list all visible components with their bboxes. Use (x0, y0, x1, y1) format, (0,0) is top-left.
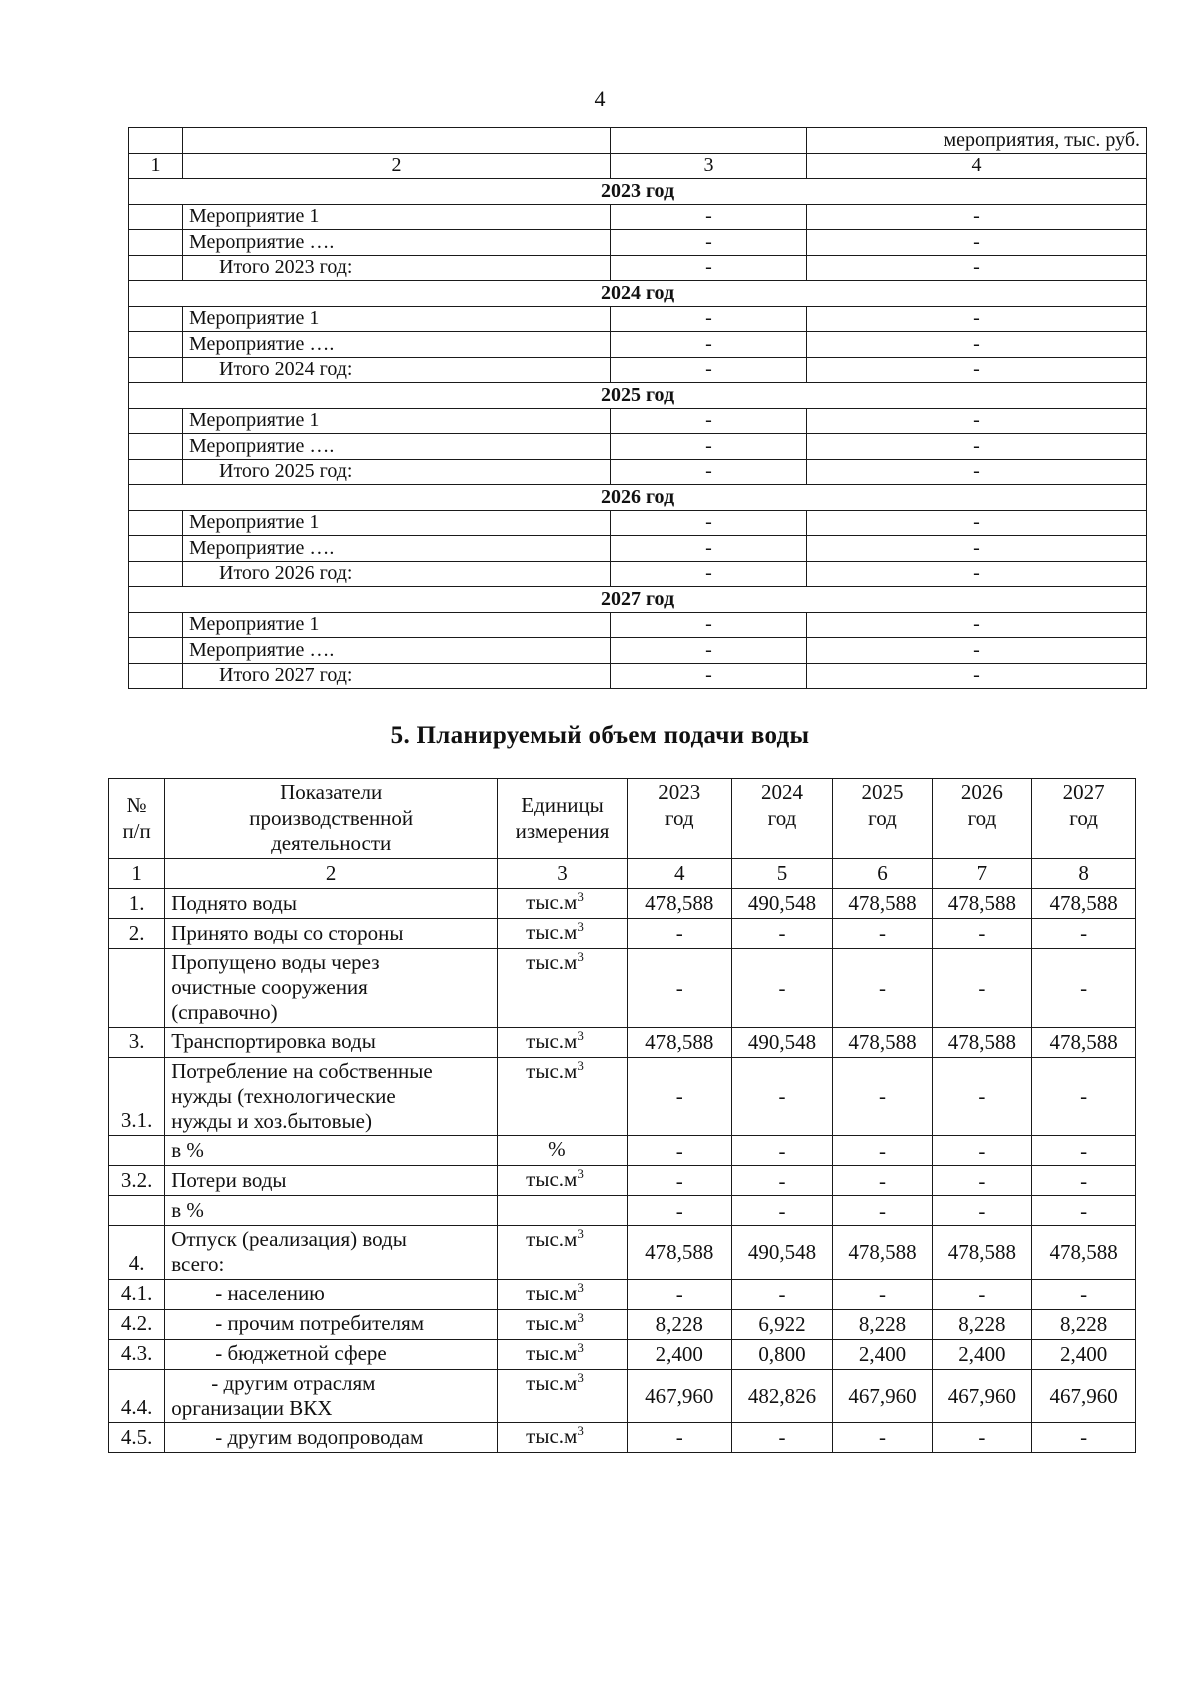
unit-cell (498, 949, 628, 1028)
year-row (129, 281, 1147, 307)
event-row (129, 638, 1147, 664)
row-number: 4. (109, 1226, 165, 1279)
water-row (109, 1279, 1136, 1309)
year-value: 6,922 (731, 1309, 833, 1339)
year-value: 2,400 (833, 1339, 932, 1369)
event-name: Мероприятие …. (183, 638, 611, 664)
year-value: - (932, 1196, 1031, 1226)
event-row (129, 510, 1147, 536)
year-value: 2,400 (932, 1339, 1031, 1369)
col-number: 3 (611, 153, 807, 179)
unit-exponent: 3 (577, 949, 584, 964)
year-value: 478,588 (627, 1027, 731, 1057)
year-value: - (1032, 1136, 1136, 1166)
year-value: - (731, 1057, 833, 1136)
year-value: 478,588 (932, 889, 1031, 919)
event-value: - (611, 561, 807, 587)
year-row (129, 179, 1147, 205)
year-value: - (627, 1279, 731, 1309)
unit-cell (498, 1057, 628, 1136)
year-value: - (932, 1166, 1031, 1196)
event-row (129, 663, 1147, 689)
event-cost: - (807, 230, 1147, 256)
year-value: - (833, 1279, 932, 1309)
year-value: 478,588 (1032, 1226, 1136, 1279)
year-value: - (932, 919, 1031, 949)
events-colnum-row (129, 153, 1147, 179)
event-cost: - (807, 332, 1147, 358)
event-name: Итого 2023 год: (183, 255, 611, 281)
event-cost: - (807, 663, 1147, 689)
indicator-name: - прочим потребителям (165, 1309, 498, 1339)
year-value: - (731, 1422, 833, 1452)
year-value: 478,588 (627, 1226, 731, 1279)
event-value: - (611, 536, 807, 562)
col-number: 2 (183, 153, 611, 179)
year-value: - (833, 1136, 932, 1166)
event-row (129, 561, 1147, 587)
year-heading: 2025 год (129, 383, 1147, 409)
event-name: Итого 2027 год: (183, 663, 611, 689)
unit-exponent: 3 (577, 1422, 584, 1438)
event-value: - (611, 332, 807, 358)
year-heading: 2023 год (129, 179, 1147, 205)
event-num-cell (129, 204, 183, 230)
unit-base: тыс.м (526, 890, 578, 914)
year-value: - (731, 919, 833, 949)
unit-base: тыс.м (526, 1227, 578, 1252)
year-value: - (731, 1196, 833, 1226)
row-number: 4.3. (109, 1339, 165, 1369)
year-value: - (932, 1136, 1031, 1166)
year-value: 467,960 (833, 1369, 932, 1422)
event-name: Итого 2026 год: (183, 561, 611, 587)
year-row (129, 383, 1147, 409)
event-num-cell (129, 612, 183, 638)
unit-base: тыс.м (526, 1423, 578, 1448)
unit-base: тыс.м (526, 1370, 578, 1395)
year-value: - (833, 1057, 932, 1136)
header-year-text: 2025 год (861, 780, 904, 830)
year-value: - (731, 1136, 833, 1166)
event-row (129, 230, 1147, 256)
event-num-cell (129, 408, 183, 434)
event-num-cell (129, 638, 183, 664)
col-number: 3 (498, 859, 628, 889)
event-value: - (611, 434, 807, 460)
event-cost: - (807, 434, 1147, 460)
event-value: - (611, 306, 807, 332)
event-value: - (611, 230, 807, 256)
event-cost: - (807, 612, 1147, 638)
row-number: 2. (109, 919, 165, 949)
year-value: - (932, 1422, 1031, 1452)
col-number: 4 (627, 859, 731, 889)
header-year-text: 2027 год (1062, 780, 1105, 830)
event-num-cell (129, 306, 183, 332)
indicator-name: Отпуск (реализация) воды всего: (165, 1226, 498, 1279)
year-value: 478,588 (1032, 1027, 1136, 1057)
event-num-cell (129, 230, 183, 256)
event-num-cell (129, 357, 183, 383)
indicator-name: - другим отраслям организации ВКХ (165, 1369, 498, 1422)
row-number: 4.1. (109, 1279, 165, 1309)
event-num-cell (129, 434, 183, 460)
water-supply-table-body (109, 779, 1136, 1453)
year-value: - (833, 1166, 932, 1196)
year-value: 478,588 (833, 1226, 932, 1279)
indicator-name: в % (165, 1196, 498, 1226)
unit-cell: % (498, 1136, 628, 1166)
indicator-name: Поднято воды (165, 889, 498, 919)
unit-cell (498, 1226, 628, 1279)
event-row (129, 459, 1147, 485)
year-value: - (627, 949, 731, 1028)
year-value: - (731, 1166, 833, 1196)
event-cost: - (807, 510, 1147, 536)
event-row (129, 204, 1147, 230)
unit-cell (498, 1196, 628, 1226)
header-year-text: 2023 год (658, 780, 701, 830)
water-row (109, 919, 1136, 949)
event-num-cell (129, 332, 183, 358)
year-value: 0,800 (731, 1339, 833, 1369)
page-number: 4 (594, 86, 606, 111)
year-value: 482,826 (731, 1369, 833, 1422)
header-year (1032, 779, 1136, 859)
year-value: - (833, 1422, 932, 1452)
header-indicator-text: Показатели производственной деятельности (249, 780, 414, 856)
unit-base: тыс.м (526, 1028, 578, 1053)
header-unit (498, 779, 628, 859)
indicator-name: Принято воды со стороны (165, 919, 498, 949)
year-value: - (833, 1196, 932, 1226)
header-year (627, 779, 731, 859)
header-unit-text: Единицы измерения (515, 792, 610, 843)
event-name: Мероприятие …. (183, 332, 611, 358)
event-num-cell (129, 510, 183, 536)
water-row (109, 1196, 1136, 1226)
indicator-name: - населению (165, 1279, 498, 1309)
events-header-row (129, 128, 1147, 154)
col-number: 2 (165, 859, 498, 889)
year-value: 478,588 (833, 1027, 932, 1057)
col-number: 4 (807, 153, 1147, 179)
unit-exponent: 3 (577, 1166, 584, 1182)
events-table-body (129, 128, 1147, 689)
year-value: - (932, 1279, 1031, 1309)
section-title: 5. Планируемый объем подачи воды (390, 722, 810, 749)
year-heading: 2027 год (129, 587, 1147, 613)
year-value: 478,588 (932, 1226, 1031, 1279)
unit-cell (498, 1279, 628, 1309)
year-value: 8,228 (833, 1309, 932, 1339)
unit-cell (498, 1422, 628, 1452)
unit-cell (498, 1166, 628, 1196)
col-number: 1 (129, 153, 183, 179)
unit-cell (498, 1309, 628, 1339)
header-year (731, 779, 833, 859)
event-row (129, 332, 1147, 358)
header-indicator (165, 779, 498, 859)
event-name: Мероприятие 1 (183, 306, 611, 332)
year-value: 478,588 (932, 1027, 1031, 1057)
header-num-text: № п/п (122, 792, 151, 843)
unit-base: тыс.м (526, 1310, 578, 1335)
year-value: - (1032, 1279, 1136, 1309)
year-value: 490,548 (731, 1226, 833, 1279)
year-value: - (627, 1166, 731, 1196)
year-value: - (1032, 1166, 1136, 1196)
year-value: 478,588 (833, 889, 932, 919)
unit-cell (498, 919, 628, 949)
unit-base: тыс.м (526, 920, 578, 944)
year-value: 490,548 (731, 1027, 833, 1057)
event-num-cell (129, 459, 183, 485)
event-cost: - (807, 536, 1147, 562)
header-cell (183, 128, 611, 154)
event-cost: - (807, 459, 1147, 485)
col-number: 5 (731, 859, 833, 889)
header-year-text: 2024 год (760, 780, 803, 830)
event-name: Мероприятие 1 (183, 408, 611, 434)
water-header-row (109, 779, 1136, 859)
year-heading: 2026 год (129, 485, 1147, 511)
water-row (109, 889, 1136, 919)
event-value: - (611, 510, 807, 536)
event-num-cell (129, 255, 183, 281)
event-num-cell (129, 536, 183, 562)
row-number: 3. (109, 1027, 165, 1057)
event-value: - (611, 408, 807, 434)
unit-cell (498, 889, 628, 919)
year-value: 490,548 (731, 889, 833, 919)
event-name: Итого 2024 год: (183, 357, 611, 383)
event-name: Мероприятие …. (183, 230, 611, 256)
year-value: 478,588 (627, 889, 731, 919)
water-row (109, 1166, 1136, 1196)
year-value: - (1032, 919, 1136, 949)
unit-cell (498, 1027, 628, 1057)
year-value: - (932, 1057, 1031, 1136)
event-row (129, 255, 1147, 281)
event-row (129, 357, 1147, 383)
unit-base: тыс.м (526, 1340, 578, 1365)
year-value: - (627, 1057, 731, 1136)
year-value: - (1032, 1422, 1136, 1452)
year-value: 478,588 (1032, 889, 1136, 919)
event-row (129, 408, 1147, 434)
row-number: 4.5. (109, 1422, 165, 1452)
indicator-name: - бюджетной сфере (165, 1339, 498, 1369)
unit-base: тыс.м (526, 1058, 578, 1083)
col-number: 7 (932, 859, 1031, 889)
year-value: 2,400 (1032, 1339, 1136, 1369)
row-number (109, 1136, 165, 1166)
indicator-name: Пропущено воды через очистные сооружения (справочно) (165, 949, 498, 1028)
water-row (109, 1422, 1136, 1452)
unit-base: тыс.м (526, 1280, 578, 1305)
unit-exponent: 3 (577, 1369, 584, 1385)
unit-exponent: 3 (577, 1279, 584, 1295)
col-number: 6 (833, 859, 932, 889)
header-cell (129, 128, 183, 154)
year-value: 8,228 (627, 1309, 731, 1339)
header-cell (611, 128, 807, 154)
event-row (129, 306, 1147, 332)
indicator-name: - другим водопроводам (165, 1422, 498, 1452)
water-row (109, 1369, 1136, 1422)
water-colnum-row (109, 859, 1136, 889)
header-year (833, 779, 932, 859)
event-value: - (611, 612, 807, 638)
water-row (109, 949, 1136, 1028)
event-name: Мероприятие …. (183, 434, 611, 460)
water-row (109, 1027, 1136, 1057)
col-number: 8 (1032, 859, 1136, 889)
water-row (109, 1226, 1136, 1279)
event-cost: - (807, 357, 1147, 383)
event-row (129, 434, 1147, 460)
unit-exponent: 3 (577, 1309, 584, 1325)
unit-exponent: 3 (577, 1226, 584, 1242)
unit-exponent: 3 (577, 919, 584, 934)
water-supply-table (108, 778, 1136, 1453)
year-value: 467,960 (1032, 1369, 1136, 1422)
col-number: 1 (109, 859, 165, 889)
year-value: - (833, 949, 932, 1028)
event-name: Мероприятие 1 (183, 612, 611, 638)
indicator-name: Транспортировка воды (165, 1027, 498, 1057)
year-value: 467,960 (932, 1369, 1031, 1422)
indicator-name: Потери воды (165, 1166, 498, 1196)
row-number: 4.4. (109, 1369, 165, 1422)
year-value: - (627, 1196, 731, 1226)
unit-cell (498, 1339, 628, 1369)
unit-base: тыс.м (526, 1167, 578, 1192)
year-value: - (833, 919, 932, 949)
year-value: - (731, 1279, 833, 1309)
event-value: - (611, 459, 807, 485)
year-value: - (1032, 1057, 1136, 1136)
water-row (109, 1339, 1136, 1369)
row-number (109, 949, 165, 1028)
event-name: Мероприятие 1 (183, 510, 611, 536)
header-year-text: 2026 год (960, 780, 1003, 830)
water-row (109, 1057, 1136, 1136)
row-number (109, 1196, 165, 1226)
event-value: - (611, 663, 807, 689)
year-value: - (627, 1422, 731, 1452)
unit-exponent: 3 (577, 1057, 584, 1073)
year-value: - (627, 919, 731, 949)
year-value: - (731, 949, 833, 1028)
header-cell-cost: мероприятия, тыс. руб. (807, 128, 1147, 154)
event-row (129, 536, 1147, 562)
event-cost: - (807, 255, 1147, 281)
unit-exponent: 3 (577, 889, 584, 904)
event-value: - (611, 357, 807, 383)
event-cost: - (807, 561, 1147, 587)
unit-base: тыс.м (526, 950, 578, 974)
year-value: - (1032, 1196, 1136, 1226)
row-number: 3.1. (109, 1057, 165, 1136)
year-row (129, 485, 1147, 511)
unit-cell (498, 1369, 628, 1422)
event-name: Итого 2025 год: (183, 459, 611, 485)
year-row (129, 587, 1147, 613)
row-number: 4.2. (109, 1309, 165, 1339)
indicator-name: в % (165, 1136, 498, 1166)
year-value: 467,960 (627, 1369, 731, 1422)
event-num-cell (129, 663, 183, 689)
event-value: - (611, 255, 807, 281)
water-row (109, 1136, 1136, 1166)
year-value: 8,228 (1032, 1309, 1136, 1339)
row-number: 1. (109, 889, 165, 919)
event-cost: - (807, 408, 1147, 434)
unit-exponent: 3 (577, 1339, 584, 1355)
event-name: Мероприятие …. (183, 536, 611, 562)
year-value: 2,400 (627, 1339, 731, 1369)
year-value: - (627, 1136, 731, 1166)
year-heading: 2024 год (129, 281, 1147, 307)
row-number: 3.2. (109, 1166, 165, 1196)
events-table (128, 127, 1147, 689)
header-num (109, 779, 165, 859)
event-row (129, 612, 1147, 638)
water-row (109, 1309, 1136, 1339)
event-value: - (611, 204, 807, 230)
year-value: 8,228 (932, 1309, 1031, 1339)
unit-exponent: 3 (577, 1027, 584, 1043)
year-value: - (932, 949, 1031, 1028)
event-name: Мероприятие 1 (183, 204, 611, 230)
indicator-name: Потребление на собственные нужды (технологические нужды и хоз.бытовые) (165, 1057, 498, 1136)
year-value: - (1032, 949, 1136, 1028)
event-cost: - (807, 638, 1147, 664)
event-cost: - (807, 306, 1147, 332)
event-num-cell (129, 561, 183, 587)
header-year (932, 779, 1031, 859)
event-value: - (611, 638, 807, 664)
event-cost: - (807, 204, 1147, 230)
